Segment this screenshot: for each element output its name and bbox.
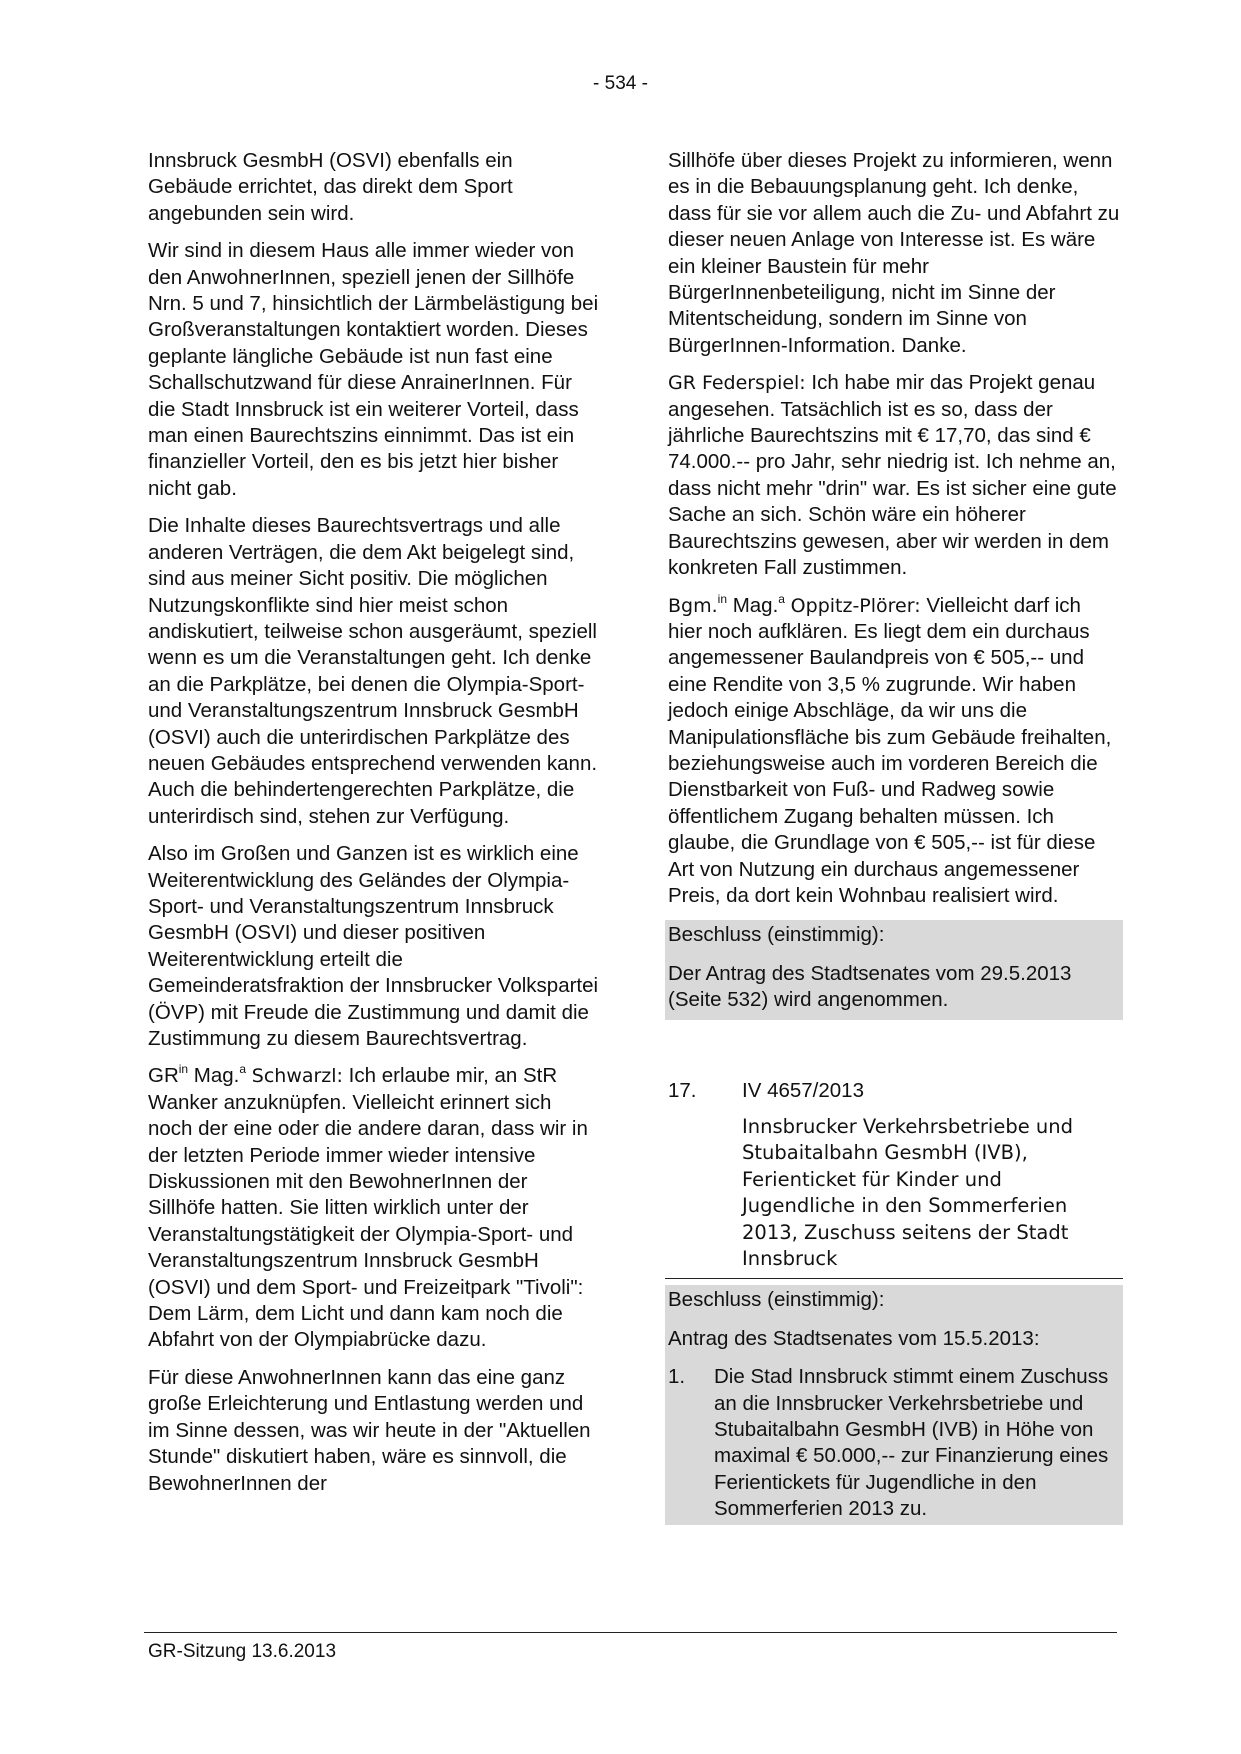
speaker-title-superscript: a bbox=[778, 591, 785, 606]
resolution-text: Der Antrag des Stadtsenates vom 29.5.2013 (Seite 532) wird angenommen. bbox=[668, 961, 1072, 1012]
speaker-title: Bgm. bbox=[668, 594, 718, 617]
page-number: - 534 - bbox=[593, 73, 648, 94]
agenda-item-divider bbox=[665, 1278, 1123, 1279]
footer-text: GR-Sitzung 13.6.2013 bbox=[148, 1641, 337, 1662]
speaker-name: Oppitz-Plörer: bbox=[790, 594, 921, 617]
list-item-text: Die Stad Innsbruck stimmt einem Zuschuss an die Innsbrucker Verkehrsbetriebe und Stubaitalbahn GesmbH (IVB) in Höhe von maximal € 50.000,-- zur Finanzierung eines Ferientickets für Jugendliche in den Sommerferien 2013 zu. bbox=[714, 1365, 1109, 1521]
paragraph: Innsbruck GesmbH (OSVI) ebenfalls ein Gebäude errichtet, das direkt dem Sport angebunden sein wird. bbox=[148, 149, 513, 225]
paragraph: Also im Großen und Ganzen ist es wirklich eine Weiterentwicklung des Geländes der Olympia-Sport- und Veranstaltungszentrum Innsbruck GesmbH (OSVI) und dieser positiven Weiterentwicklung erteilt die Gemeinderatsfraktion der Innsbrucker Volkspartei (ÖVP) mit Freude die Zustimmung und damit die Zustimmung zu diesem Baurechtsvertrag. bbox=[148, 842, 599, 1050]
resolution-label: Beschluss (einstimmig): bbox=[668, 923, 885, 947]
resolution-box bbox=[665, 1285, 1123, 1524]
speaker-title-superscript: in bbox=[717, 591, 727, 606]
speaker-title-superscript: in bbox=[178, 1062, 189, 1077]
speech-text: Ich habe mir das Projekt genau angesehen. Tatsächlich ist es so, dass der jährliche Baurechtszins mit € 17,70, das sind € 74.000.-- pro Jahr, sehr niedrig ist. Ich nehme an, dass nicht mehr "drin" war. Es ist sicher eine gute Sache an sich. Schön wäre ein höherer Baurechtszins gewesen, aber wir werden in dem konkreten Fall zustimmen. bbox=[668, 371, 1117, 580]
agenda-item-title: Innsbrucker Verkehrsbetriebe und Stubaitalbahn GesmbH (IVB), Ferienticket für Kinder und Jugendliche in den Sommerferien 2013, Zuschuss seitens der Stadt Innsbruck bbox=[742, 1115, 1074, 1271]
resolution-box bbox=[665, 920, 1123, 1019]
resolution-label: Beschluss (einstimmig): bbox=[668, 1288, 885, 1312]
speech-text: Vielleicht darf ich hier noch aufklären. Es liegt dem ein durchaus angemessener Baulandpreis von € 505,-- und eine Rendite von 3,5 % zugrunde. Wir haben jedoch einige Abschläge, da wir uns die Manipulationsfläche bis zum Gebäude freihalten, beziehungsweise auch im vorderen Bereich die Dienstbarkeit von Fuß- und Radweg sowie öffentlichem Zugang behalten müssen. Ich glaube, die Grundlage von € 505,-- ist für diese Art von Nutzung ein durchaus angemessener Preis, da dort kein Wohnbau realisiert wird. bbox=[668, 593, 1112, 907]
speaker-name: GR Federspiel: bbox=[668, 372, 806, 395]
speaker-title: Mag. bbox=[732, 593, 779, 617]
agenda-item-reference: IV 4657/2013 bbox=[742, 1078, 864, 1102]
paragraph: Die Inhalte dieses Baurechtsvertrags und alle anderen Verträgen, die dem Akt beigelegt sind, sind aus meiner Sicht positiv. Die möglichen Nutzungskonflikte sind hier meist schon andiskutiert, teilweise schon ausgeräumt, speziell wenn es um die Veranstaltungen geht. Ich denke an die Parkplätze, bei denen die Olympia-Sport- und Veranstaltungszentrum Innsbruck GesmbH (OSVI) auch die unterirdischen Parkplätze des neuen Gebäudes entsprechend verwenden kann. Auch die behindertengerechten Parkplätze, die unterirdisch sind, stehen zur Verfügung. bbox=[148, 514, 598, 828]
speech-paragraph bbox=[668, 593, 1120, 910]
list-item-number: 1. bbox=[668, 1365, 686, 1389]
paragraph: Für diese AnwohnerInnen kann das eine ganz große Erleichterung und Entlastung werden und im Sinne dessen, was wir heute in der "Aktuellen Stunde" diskutiert haben, wäre es sinnvoll, die BewohnerInnen der bbox=[148, 1365, 591, 1495]
speaker-title-superscript: a bbox=[239, 1062, 247, 1077]
speech-paragraph bbox=[148, 1063, 600, 1353]
speech-text: Ich erlaube mir, an StR Wanker anzuknüpfen. Vielleicht erinnert sich noch der eine oder die andere daran, dass wir in der letzten Periode immer wieder intensive Diskussionen mit den BewohnerInnen der Sillhöfe hatten. Sie litten wirklich unter der Veranstaltungstätigkeit der Olympia-Sport- und Veranstaltungszentrum Innsbruck GesmbH (OSVI) und dem Sport- und Freizeitpark "Tivoli": Dem Lärm, dem Licht und dann kam noch die Abfahrt von der Olympiabrücke dazu. bbox=[148, 1064, 588, 1352]
list-item bbox=[668, 1364, 1120, 1522]
footer-divider bbox=[144, 1632, 1117, 1633]
speaker-title: Mag. bbox=[193, 1064, 240, 1088]
speaker-name: Schwarzl: bbox=[251, 1065, 343, 1088]
speaker-title: GR bbox=[148, 1064, 179, 1088]
paragraph: Sillhöfe über dieses Projekt zu informieren, wenn es in die Bebauungsplanung geht. Ich denke, dass für sie vor allem auch die Zu- und Abfahrt zu dieser neuen Anlage von Interesse ist. Es wäre ein kleiner Baustein für mehr BürgerInnenbeteiligung, nicht im Sinne der Mitentscheidung, sondern im Sinne von BürgerInnen-Information. Danke. bbox=[668, 149, 1120, 357]
speech-paragraph bbox=[668, 370, 1120, 581]
agenda-item-number: 17. bbox=[668, 1078, 697, 1102]
paragraph: Wir sind in diesem Haus alle immer wieder von den AnwohnerInnen, speziell jenen der Sillhöfe Nrn. 5 und 7, hinsichtlich der Lärmbelästigung bei Großveranstaltungen kontaktiert worden. Dieses geplante längliche Gebäude ist nun fast eine Schallschutzwand für diese AnrainerInnen. Für die Stadt Innsbruck ist ein weiterer Vorteil, dass man einen Baurechtszins einnimmt. Das ist ein finanzieller Vorteil, den es bis jetzt hier bisher nicht gab. bbox=[148, 239, 599, 500]
left-column bbox=[148, 148, 600, 1508]
agenda-item-header bbox=[668, 1078, 1120, 1104]
resolution-antrag: Antrag des Stadtsenates vom 15.5.2013: bbox=[668, 1326, 1040, 1350]
right-column bbox=[668, 148, 1120, 1525]
